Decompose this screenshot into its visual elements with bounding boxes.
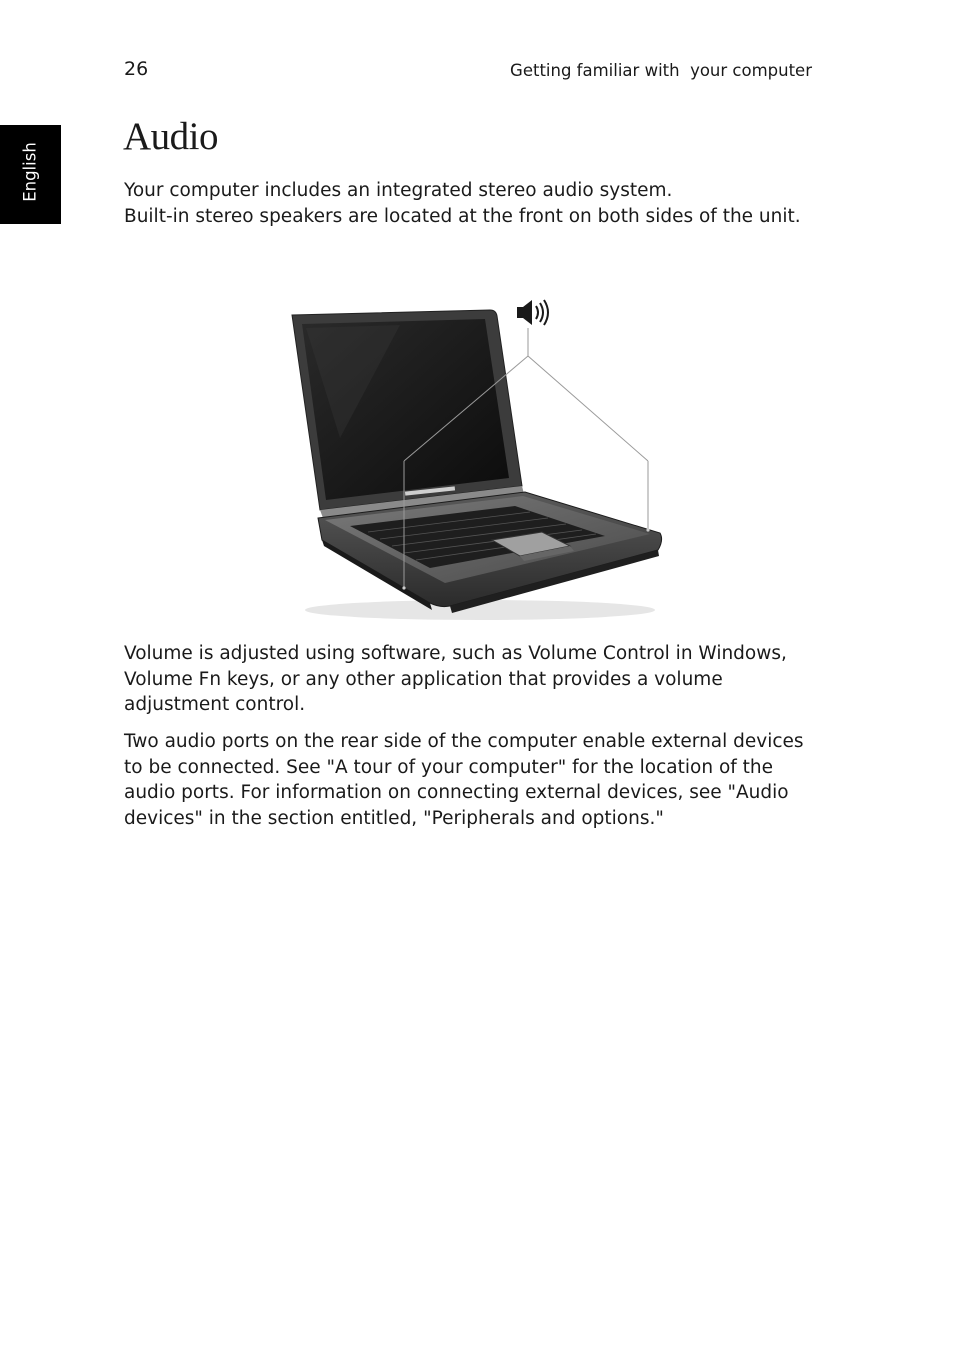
- intro-paragraph: [124, 178, 814, 229]
- speaker-icon: [517, 300, 548, 325]
- running-header: Getting familiar with your computer: [510, 61, 812, 80]
- audio-ports-paragraph: Two audio ports on the rear side of the computer enable external devices to be connected. See "A tour of your computer" for the location of the audio ports. For information on connecting external devices, see "Audio devices" in the section entitled, "Peripherals and options.": [124, 731, 804, 829]
- page-number: 26: [124, 58, 149, 80]
- laptop-illustration: [280, 288, 675, 623]
- intro-line-2: Built-in stereo speakers are located at the front on both sides of the unit.: [124, 205, 801, 227]
- volume-paragraph: Volume is adjusted using software, such as Volume Control in Windows, Volume Fn keys, or any other application that provides a volume adjustment control.: [124, 643, 787, 715]
- section-title: Audio: [123, 115, 218, 158]
- intro-line-1: Your computer includes an integrated stereo audio system.: [124, 180, 673, 201]
- laptop-figure: [280, 288, 675, 623]
- language-tab-label: English: [20, 142, 40, 202]
